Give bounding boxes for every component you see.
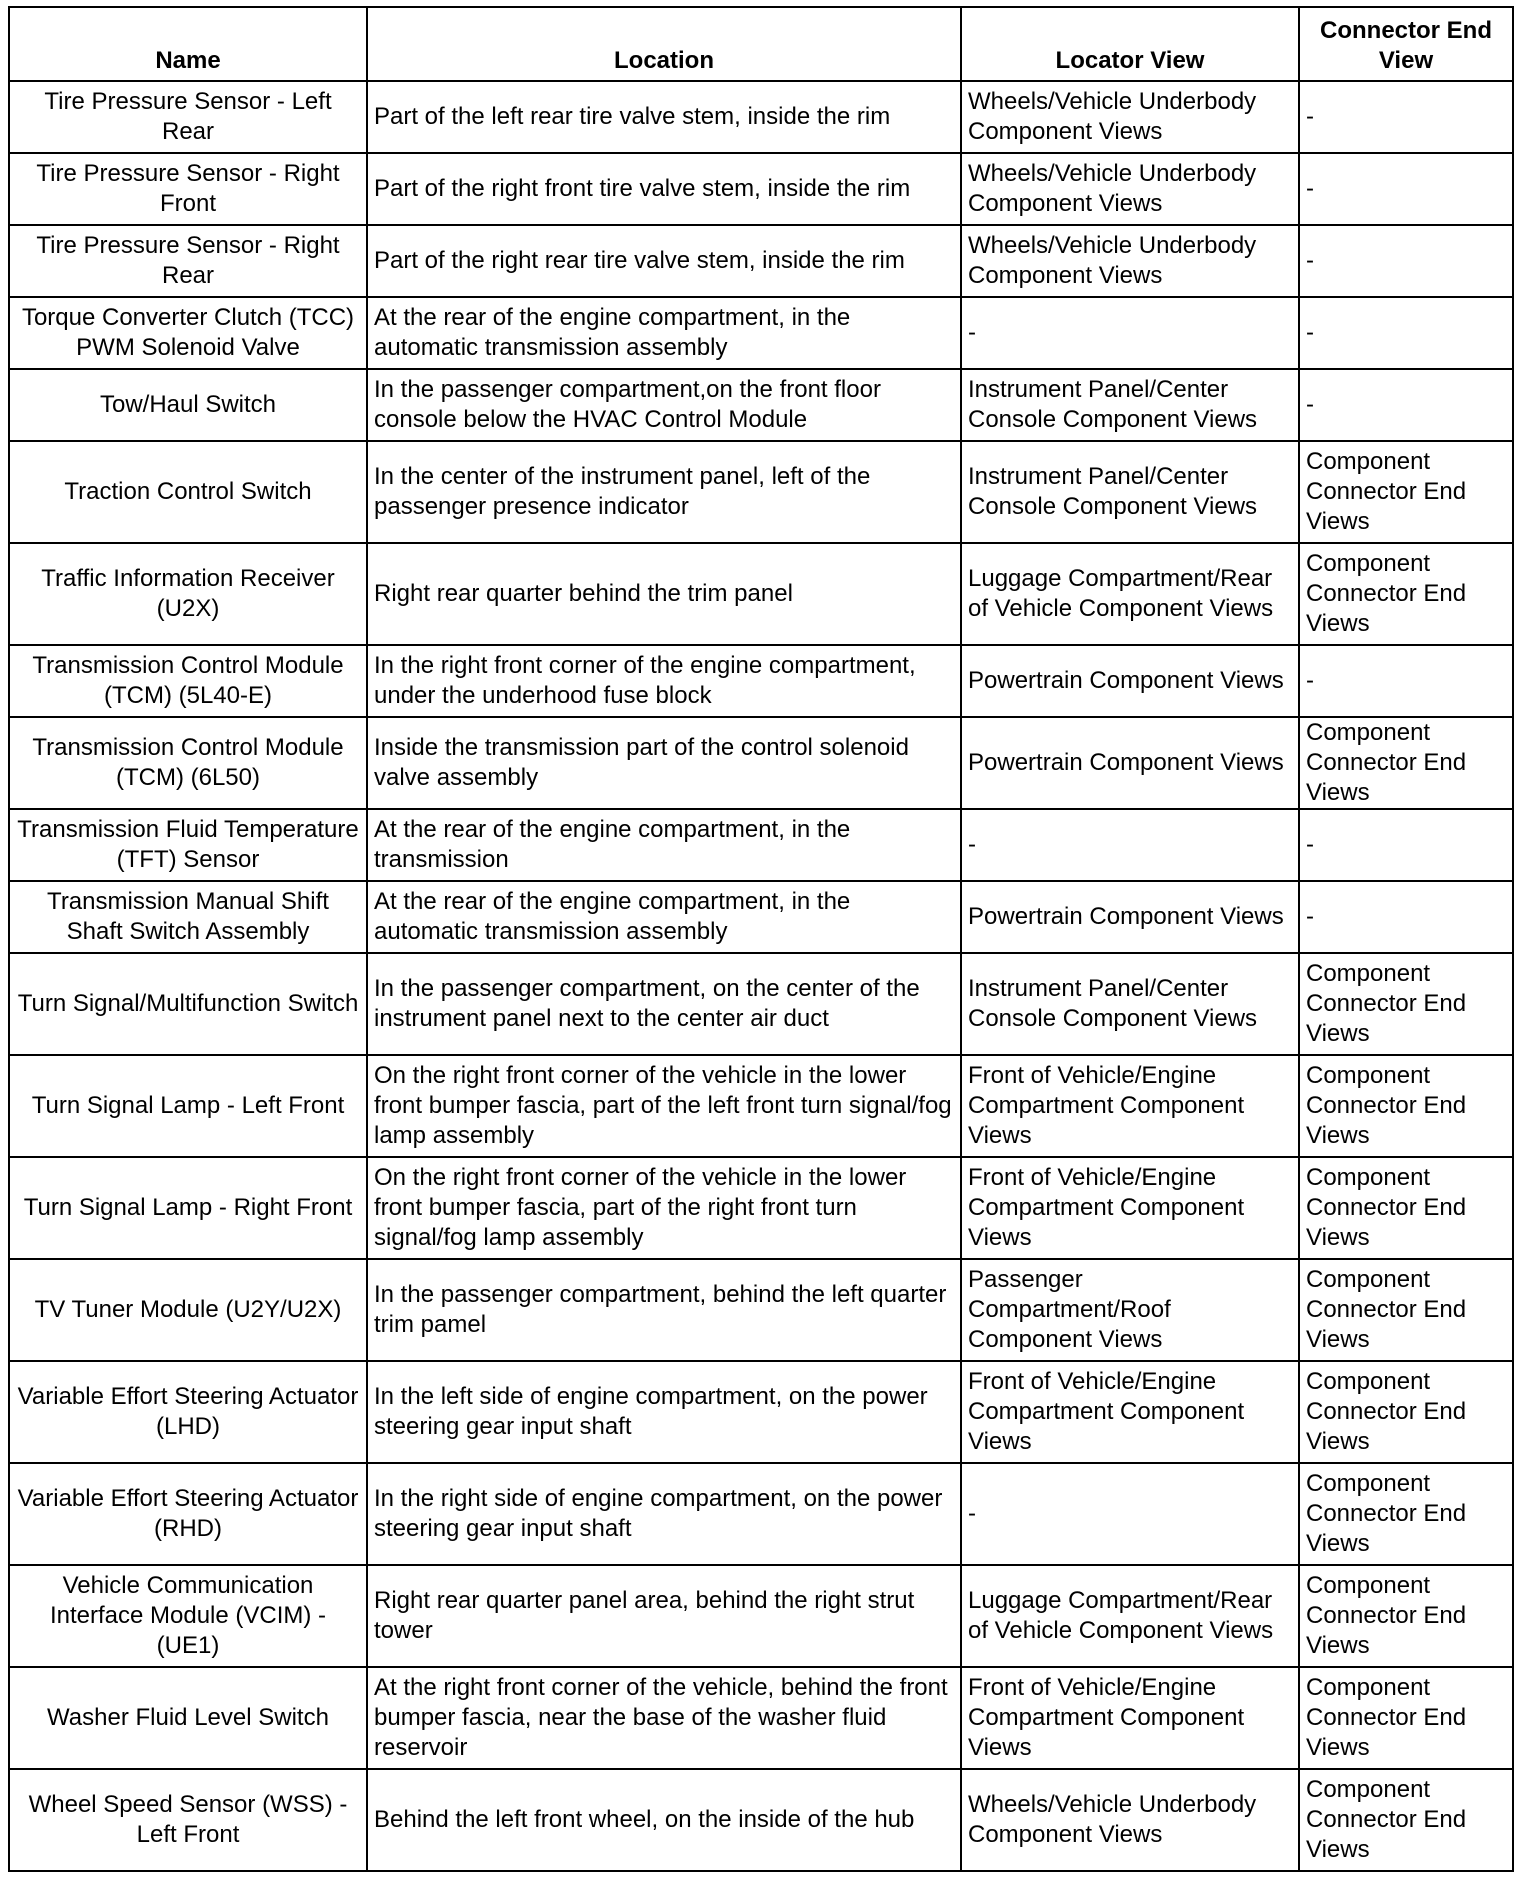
cell-name: Traction Control Switch [9,441,367,543]
cell-locator-view: Luggage Compartment/Rear of Vehicle Component Views [961,1565,1299,1667]
table-row [9,1769,1513,1871]
cell-name: TV Tuner Module (U2Y/U2X) [9,1259,367,1361]
cell-locator-view: Front of Vehicle/Engine Compartment Component Views [961,1157,1299,1259]
cell-connector-end-view: Component Connector End Views [1299,1259,1513,1361]
cell-location: In the right front corner of the engine compartment, under the underhood fuse block [367,645,961,717]
cell-connector-end-view: Component Connector End Views [1299,441,1513,543]
cell-locator-view: Front of Vehicle/Engine Compartment Component Views [961,1055,1299,1157]
header-row [9,7,1513,81]
cell-location: Part of the right rear tire valve stem, inside the rim [367,225,961,297]
table-row [9,1667,1513,1769]
table-row [9,153,1513,225]
cell-connector-end-view: - [1299,809,1513,881]
cell-locator-view: Front of Vehicle/Engine Compartment Component Views [961,1667,1299,1769]
cell-connector-end-view: - [1299,153,1513,225]
table-row [9,543,1513,645]
cell-location: At the right front corner of the vehicle, behind the front bumper fascia, near the base of the washer fluid reservoir [367,1667,961,1769]
header-connector-end-view: Connector End View [1299,7,1513,81]
table-row [9,809,1513,881]
cell-connector-end-view: Component Connector End Views [1299,1361,1513,1463]
cell-locator-view: Wheels/Vehicle Underbody Component Views [961,81,1299,153]
cell-locator-view: Instrument Panel/Center Console Component Views [961,953,1299,1055]
cell-locator-view: Powertrain Component Views [961,645,1299,717]
cell-location: Part of the left rear tire valve stem, inside the rim [367,81,961,153]
cell-connector-end-view: Component Connector End Views [1299,1463,1513,1565]
header-name: Name [9,7,367,81]
cell-locator-view: Wheels/Vehicle Underbody Component Views [961,1769,1299,1871]
cell-location: On the right front corner of the vehicle in the lower front bumper fascia, part of the left front turn signal/fog lamp assembly [367,1055,961,1157]
cell-location: In the right side of engine compartment, on the power steering gear input shaft [367,1463,961,1565]
cell-location: Inside the transmission part of the control solenoid valve assembly [367,717,961,809]
cell-location: In the left side of engine compartment, on the power steering gear input shaft [367,1361,961,1463]
cell-connector-end-view: Component Connector End Views [1299,1769,1513,1871]
cell-name: Traffic Information Receiver (U2X) [9,543,367,645]
cell-location: Part of the right front tire valve stem, inside the rim [367,153,961,225]
cell-location: In the passenger compartment,on the front floor console below the HVAC Control Module [367,369,961,441]
cell-locator-view: Front of Vehicle/Engine Compartment Component Views [961,1361,1299,1463]
cell-connector-end-view: - [1299,881,1513,953]
cell-name: Turn Signal/Multifunction Switch [9,953,367,1055]
cell-name: Tire Pressure Sensor - Left Rear [9,81,367,153]
cell-connector-end-view: Component Connector End Views [1299,543,1513,645]
cell-location: At the rear of the engine compartment, in the transmission [367,809,961,881]
cell-connector-end-view: Component Connector End Views [1299,953,1513,1055]
cell-locator-view: Passenger Compartment/Roof Component Views [961,1259,1299,1361]
cell-connector-end-view: - [1299,369,1513,441]
cell-location: In the passenger compartment, on the center of the instrument panel next to the center air duct [367,953,961,1055]
cell-name: Transmission Control Module (TCM) (6L50) [9,717,367,809]
cell-connector-end-view: - [1299,297,1513,369]
table-row [9,881,1513,953]
cell-name: Transmission Manual Shift Shaft Switch Assembly [9,881,367,953]
cell-connector-end-view: Component Connector End Views [1299,717,1513,809]
cell-name: Transmission Fluid Temperature (TFT) Sensor [9,809,367,881]
table-row [9,297,1513,369]
cell-location: Behind the left front wheel, on the inside of the hub [367,1769,961,1871]
table-row [9,717,1513,809]
cell-location: On the right front corner of the vehicle in the lower front bumper fascia, part of the right front turn signal/fog lamp assembly [367,1157,961,1259]
cell-location: At the rear of the engine compartment, in the automatic transmission assembly [367,881,961,953]
table-row [9,1259,1513,1361]
cell-locator-view: Wheels/Vehicle Underbody Component Views [961,153,1299,225]
cell-name: Turn Signal Lamp - Left Front [9,1055,367,1157]
cell-connector-end-view: - [1299,645,1513,717]
cell-connector-end-view: Component Connector End Views [1299,1055,1513,1157]
cell-locator-view: Instrument Panel/Center Console Component Views [961,441,1299,543]
cell-location: Right rear quarter behind the trim panel [367,543,961,645]
cell-connector-end-view: Component Connector End Views [1299,1565,1513,1667]
cell-locator-view: - [961,809,1299,881]
table-row [9,369,1513,441]
cell-name: Torque Converter Clutch (TCC) PWM Solenoid Valve [9,297,367,369]
cell-location: At the rear of the engine compartment, in the automatic transmission assembly [367,297,961,369]
cell-name: Turn Signal Lamp - Right Front [9,1157,367,1259]
table-row [9,81,1513,153]
cell-locator-view: - [961,297,1299,369]
cell-locator-view: Instrument Panel/Center Console Component Views [961,369,1299,441]
table-row [9,1361,1513,1463]
table-row [9,953,1513,1055]
component-locator-table [8,6,1514,1872]
cell-name: Tire Pressure Sensor - Right Front [9,153,367,225]
cell-name: Transmission Control Module (TCM) (5L40-E) [9,645,367,717]
cell-connector-end-view: Component Connector End Views [1299,1157,1513,1259]
cell-name: Variable Effort Steering Actuator (LHD) [9,1361,367,1463]
table-row [9,645,1513,717]
cell-name: Washer Fluid Level Switch [9,1667,367,1769]
header-location: Location [367,7,961,81]
table-row [9,1157,1513,1259]
cell-locator-view: Powertrain Component Views [961,881,1299,953]
cell-connector-end-view: Component Connector End Views [1299,1667,1513,1769]
cell-connector-end-view: - [1299,225,1513,297]
cell-location: In the passenger compartment, behind the left quarter trim pamel [367,1259,961,1361]
cell-locator-view: - [961,1463,1299,1565]
table-row [9,1055,1513,1157]
cell-connector-end-view: - [1299,81,1513,153]
table-row [9,1565,1513,1667]
table-row [9,1463,1513,1565]
header-locator-view: Locator View [961,7,1299,81]
cell-name: Tow/Haul Switch [9,369,367,441]
cell-location: In the center of the instrument panel, left of the passenger presence indicator [367,441,961,543]
table-row [9,441,1513,543]
cell-location: Right rear quarter panel area, behind the right strut tower [367,1565,961,1667]
cell-locator-view: Wheels/Vehicle Underbody Component Views [961,225,1299,297]
cell-locator-view: Luggage Compartment/Rear of Vehicle Component Views [961,543,1299,645]
cell-locator-view: Powertrain Component Views [961,717,1299,809]
cell-name: Tire Pressure Sensor - Right Rear [9,225,367,297]
cell-name: Wheel Speed Sensor (WSS) - Left Front [9,1769,367,1871]
cell-name: Variable Effort Steering Actuator (RHD) [9,1463,367,1565]
table-row [9,225,1513,297]
cell-name: Vehicle Communication Interface Module (VCIM) - (UE1) [9,1565,367,1667]
